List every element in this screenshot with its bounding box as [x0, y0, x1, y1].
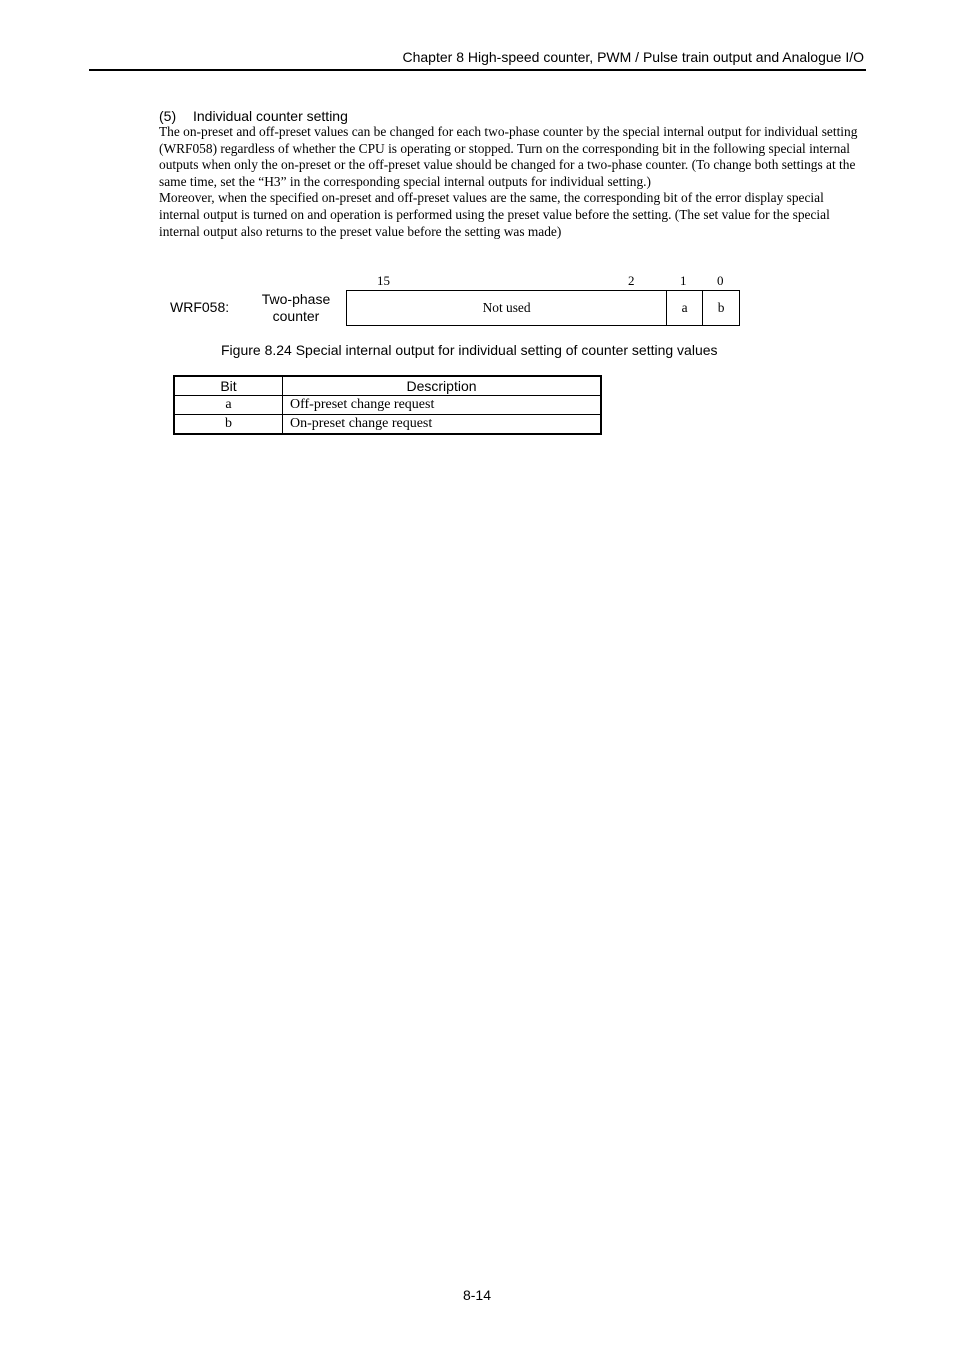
table-header-row: [174, 376, 601, 396]
column-header-bit: Bit: [174, 376, 283, 396]
register-type-line1: Two-phase: [261, 291, 331, 307]
register-type: [251, 291, 341, 325]
cell-bit: a: [174, 396, 283, 415]
chapter-header: Chapter 8 High-speed counter, PWM / Pulse train output and Analogue I/O: [402, 49, 864, 65]
table-row: [174, 415, 601, 435]
field-bit-0: b: [717, 300, 725, 315]
cell-description: Off-preset change request: [283, 396, 602, 415]
section-heading: [159, 108, 348, 124]
bit-number-0: 0: [717, 273, 724, 288]
cell-bit: b: [174, 415, 283, 435]
body-paragraph: The on-preset and off-preset values can be changed for each two-phase counter by the special internal output for individual setting (WRF058) regardless of whether the CPU is operating or stopped. Turn on the corresponding bit in the following special internal outputs when only the on-preset or the off-preset value should be changed for a two-phase counter. (To change both settings at the same time, set the “H3” in the corresponding special internal outputs for individual setting.): [159, 124, 858, 189]
page-number: 8-14: [462, 1287, 492, 1303]
body-paragraph: Moreover, when the specified on-preset and off-preset values are the same, the corresponding bit of the error display special internal output is turned on and operation is performed using the preset value before the setting. (The set value for the special internal output also returns to the preset value before the setting was made): [159, 190, 830, 239]
section-body: [159, 124, 865, 240]
register-bit-layout: [346, 290, 740, 326]
column-header-description: Description: [283, 376, 602, 396]
section-title: Individual counter setting: [193, 108, 348, 124]
section-number: (5): [159, 108, 177, 124]
field-bit-1: a: [667, 291, 703, 325]
cell-description: On-preset change request: [283, 415, 602, 435]
register-type-line2: counter: [272, 308, 320, 324]
table-row: [174, 396, 601, 415]
bit-description-table: [173, 375, 602, 435]
register-name: WRF058:: [170, 299, 230, 315]
field-not-used: Not used: [347, 291, 667, 325]
bit-number-15: 15: [377, 273, 390, 288]
bit-number-2: 2: [628, 273, 635, 288]
header-divider: [89, 69, 866, 71]
bit-number-1: 1: [680, 273, 687, 288]
figure-caption: Figure 8.24 Special internal output for individual setting of counter setting values: [221, 342, 718, 358]
